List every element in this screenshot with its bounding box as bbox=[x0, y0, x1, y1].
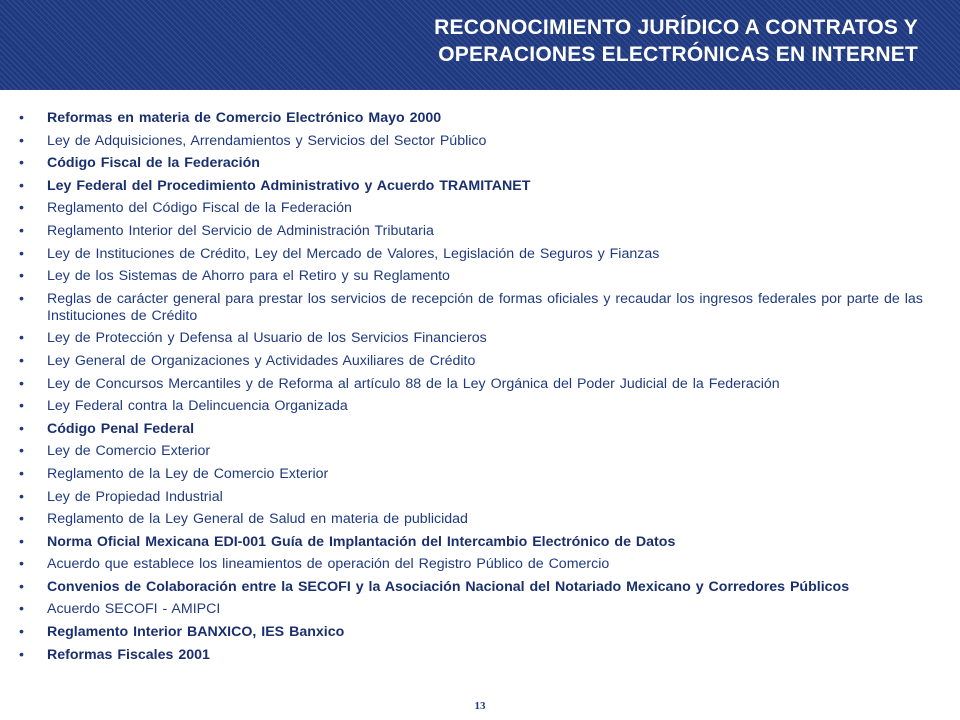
list-item-text: Código Penal Federal bbox=[47, 420, 195, 437]
list-item bbox=[0, 330, 960, 347]
list-item-text: Ley de Propiedad Industrial bbox=[47, 488, 223, 505]
list-item bbox=[0, 110, 960, 127]
law-list bbox=[0, 110, 960, 669]
page-title bbox=[278, 14, 918, 68]
list-item bbox=[0, 268, 960, 285]
list-item-text: Convenios de Colaboración entre la SECOFI y la Asociación Nacional del Notariado Mexicano y Corredores Públicos bbox=[47, 578, 850, 595]
list-item-text: Acuerdo SECOFI - AMIPCI bbox=[47, 601, 221, 618]
list-item bbox=[0, 398, 960, 415]
list-item-text: Código Fiscal de la Federación bbox=[47, 155, 260, 172]
bullet-icon: • bbox=[19, 443, 24, 460]
bullet-icon: • bbox=[19, 624, 24, 641]
list-item bbox=[0, 291, 960, 325]
bullet-icon: • bbox=[19, 556, 24, 573]
list-item bbox=[0, 200, 960, 217]
bullet-icon: • bbox=[19, 465, 24, 482]
bullet-icon: • bbox=[19, 533, 24, 550]
list-item-text: Ley de los Sistemas de Ahorro para el Retiro y su Reglamento bbox=[47, 268, 450, 285]
list-item bbox=[0, 155, 960, 172]
list-item bbox=[0, 421, 960, 438]
list-item bbox=[0, 353, 960, 370]
list-item bbox=[0, 511, 960, 528]
list-item-text: Reformas Fiscales 2001 bbox=[47, 646, 210, 663]
bullet-icon: • bbox=[19, 200, 24, 217]
bullet-icon: • bbox=[19, 352, 24, 369]
list-item-text: Norma Oficial Mexicana EDI-001 Guía de Implantación del Intercambio Electrónico de Datos bbox=[47, 533, 676, 550]
list-item-text: Reformas en materia de Comercio Electrónico Mayo 2000 bbox=[47, 110, 442, 126]
list-item-text: Ley de Comercio Exterior bbox=[47, 443, 211, 460]
bullet-icon: • bbox=[19, 268, 24, 285]
list-item bbox=[0, 466, 960, 483]
bullet-icon: • bbox=[19, 398, 24, 415]
list-item bbox=[0, 489, 960, 506]
bullet-icon: • bbox=[19, 132, 24, 149]
list-item bbox=[0, 647, 960, 664]
title-line-1: RECONOCIMIENTO JURÍDICO A CONTRATOS Y bbox=[434, 16, 918, 39]
list-item-text: Reglamento del Código Fiscal de la Federación bbox=[47, 200, 352, 217]
bullet-icon: • bbox=[19, 511, 24, 528]
list-item-text: Reglas de carácter general para prestar los servicios de recepción de formas oficiales y recaudar los ingresos federales por parte de las Instituciones de Crédito bbox=[47, 290, 923, 324]
list-item-text: Reglamento de la Ley de Comercio Exterior bbox=[47, 465, 329, 482]
bullet-icon: • bbox=[19, 290, 24, 307]
list-item-text: Ley Federal del Procedimiento Administrativo y Acuerdo TRAMITANET bbox=[47, 177, 531, 194]
page-number: 13 bbox=[474, 700, 486, 712]
list-item bbox=[0, 376, 960, 393]
list-item-text: Reglamento Interior BANXICO, IES Banxico bbox=[47, 624, 345, 641]
list-item-text: Ley General de Organizaciones y Actividades Auxiliares de Crédito bbox=[47, 352, 476, 369]
bullet-icon: • bbox=[19, 420, 24, 437]
list-item-text: Ley de Adquisiciones, Arrendamientos y Servicios del Sector Público bbox=[47, 132, 487, 149]
list-item-text: Ley Federal contra la Delincuencia Organizada bbox=[47, 398, 348, 415]
bullet-icon: • bbox=[19, 330, 24, 347]
list-item bbox=[0, 556, 960, 573]
list-item bbox=[0, 246, 960, 263]
bullet-icon: • bbox=[19, 488, 24, 505]
bullet-icon: • bbox=[19, 375, 24, 392]
list-item bbox=[0, 443, 960, 460]
list-item bbox=[0, 601, 960, 618]
title-line-2: OPERACIONES ELECTRÓNICAS EN INTERNET bbox=[438, 43, 918, 66]
list-item bbox=[0, 579, 960, 596]
list-item-text: Reglamento Interior del Servicio de Administración Tributaria bbox=[47, 222, 434, 239]
header-banner bbox=[0, 0, 960, 90]
bullet-icon: • bbox=[19, 245, 24, 262]
bullet-icon: • bbox=[19, 578, 24, 595]
list-item bbox=[0, 178, 960, 195]
list-item bbox=[0, 223, 960, 240]
list-item-text: Ley de Concursos Mercantiles y de Reforma al artículo 88 de la Ley Orgánica del Poder Judicial de la Federación bbox=[47, 375, 780, 392]
list-item bbox=[0, 133, 960, 150]
list-item-text: Acuerdo que establece los lineamientos de operación del Registro Público de Comercio bbox=[47, 556, 610, 573]
list-item bbox=[0, 534, 960, 551]
list-item bbox=[0, 624, 960, 641]
bullet-icon: • bbox=[19, 222, 24, 239]
bullet-icon: • bbox=[19, 155, 24, 172]
list-item-text: Ley de Instituciones de Crédito, Ley del Mercado de Valores, Legislación de Seguros y Fianzas bbox=[47, 245, 660, 262]
bullet-icon: • bbox=[19, 177, 24, 194]
list-item-text: Reglamento de la Ley General de Salud en materia de publicidad bbox=[47, 511, 468, 528]
bullet-icon: • bbox=[19, 646, 24, 663]
bullet-icon: • bbox=[19, 110, 24, 126]
bullet-icon: • bbox=[19, 601, 24, 618]
list-item-text: Ley de Protección y Defensa al Usuario de los Servicios Financieros bbox=[47, 330, 487, 347]
